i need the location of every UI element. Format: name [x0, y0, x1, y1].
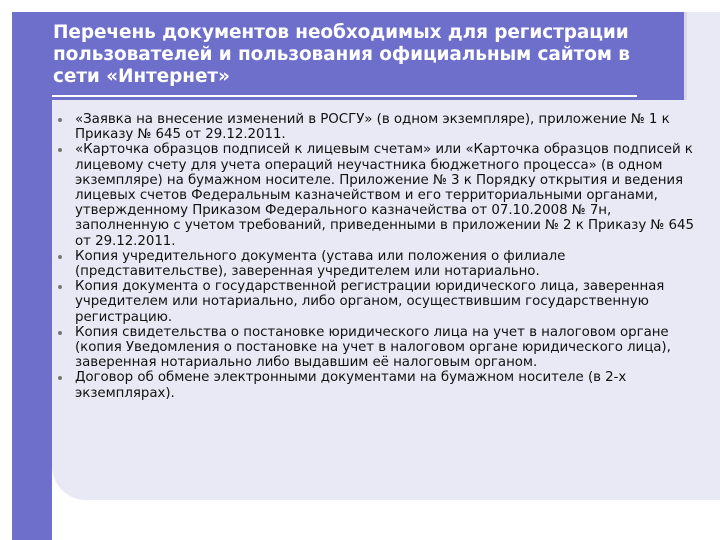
header-corner-panel	[684, 12, 720, 106]
bullet-icon	[58, 285, 62, 289]
bullet-icon	[58, 376, 62, 380]
list-item-text: Копия свидетельства о постановке юридического лица на учет в налоговом органе (копия Уведомления о постановке на учет в налоговом органе юридического лица), заверенная нотариально либо выдавшим её налоговым органом.	[75, 324, 671, 371]
list-item	[58, 142, 698, 248]
list-item-text: «Заявка на внесение изменений в РОСГУ» (в одном экземпляре), приложение № 1 к Приказу № 645 от 29.12.2011.	[75, 112, 670, 143]
list-item	[58, 325, 698, 371]
list-item	[58, 279, 698, 325]
list-item-text: Копия документа о государственной регистрации юридического лица, заверенная учредителем или нотариально, либо органом, осуществившим государственную регистрацию.	[75, 279, 665, 325]
document-list	[58, 112, 698, 401]
bullet-icon	[58, 118, 62, 122]
list-item-text: Договор об обмене электронными документами на бумажном носителе (в 2-х экземплярах).	[75, 370, 627, 401]
page-title: Перечень документов необходимых для регистрации пользователей и пользования официальным сайтом в сети «Интернет»	[53, 22, 630, 87]
list-item	[58, 112, 698, 142]
bullet-icon	[58, 255, 62, 259]
list-item	[58, 370, 698, 400]
list-item	[58, 249, 698, 279]
left-accent-bar	[12, 106, 52, 540]
list-item-text: Копия учредительного документа (устава или положения о филиале (представительстве), заверенная учредителем или нотариально.	[75, 248, 566, 280]
list-item-text: «Карточка образцов подписей к лицевым счетам» или «Карточка образцов подписей к лицевому счету для учета операций неучастника бюджетного процесса» (в одном экземпляре) на бумажном носителе. Приложение № 3 к Порядку открытия и ведения лицевых счетов Федеральным казначейством и его территориальными органами, утвержденному Приказом Федерального казначейства от 07.10.2008 № 7н, заполненную с учетом требований, приведенными в приложении № 2 к Приказу № 645 от 29.12.2011.	[75, 142, 694, 249]
title-underline	[52, 95, 637, 97]
bullet-icon	[58, 148, 62, 152]
bullet-icon	[58, 331, 62, 335]
